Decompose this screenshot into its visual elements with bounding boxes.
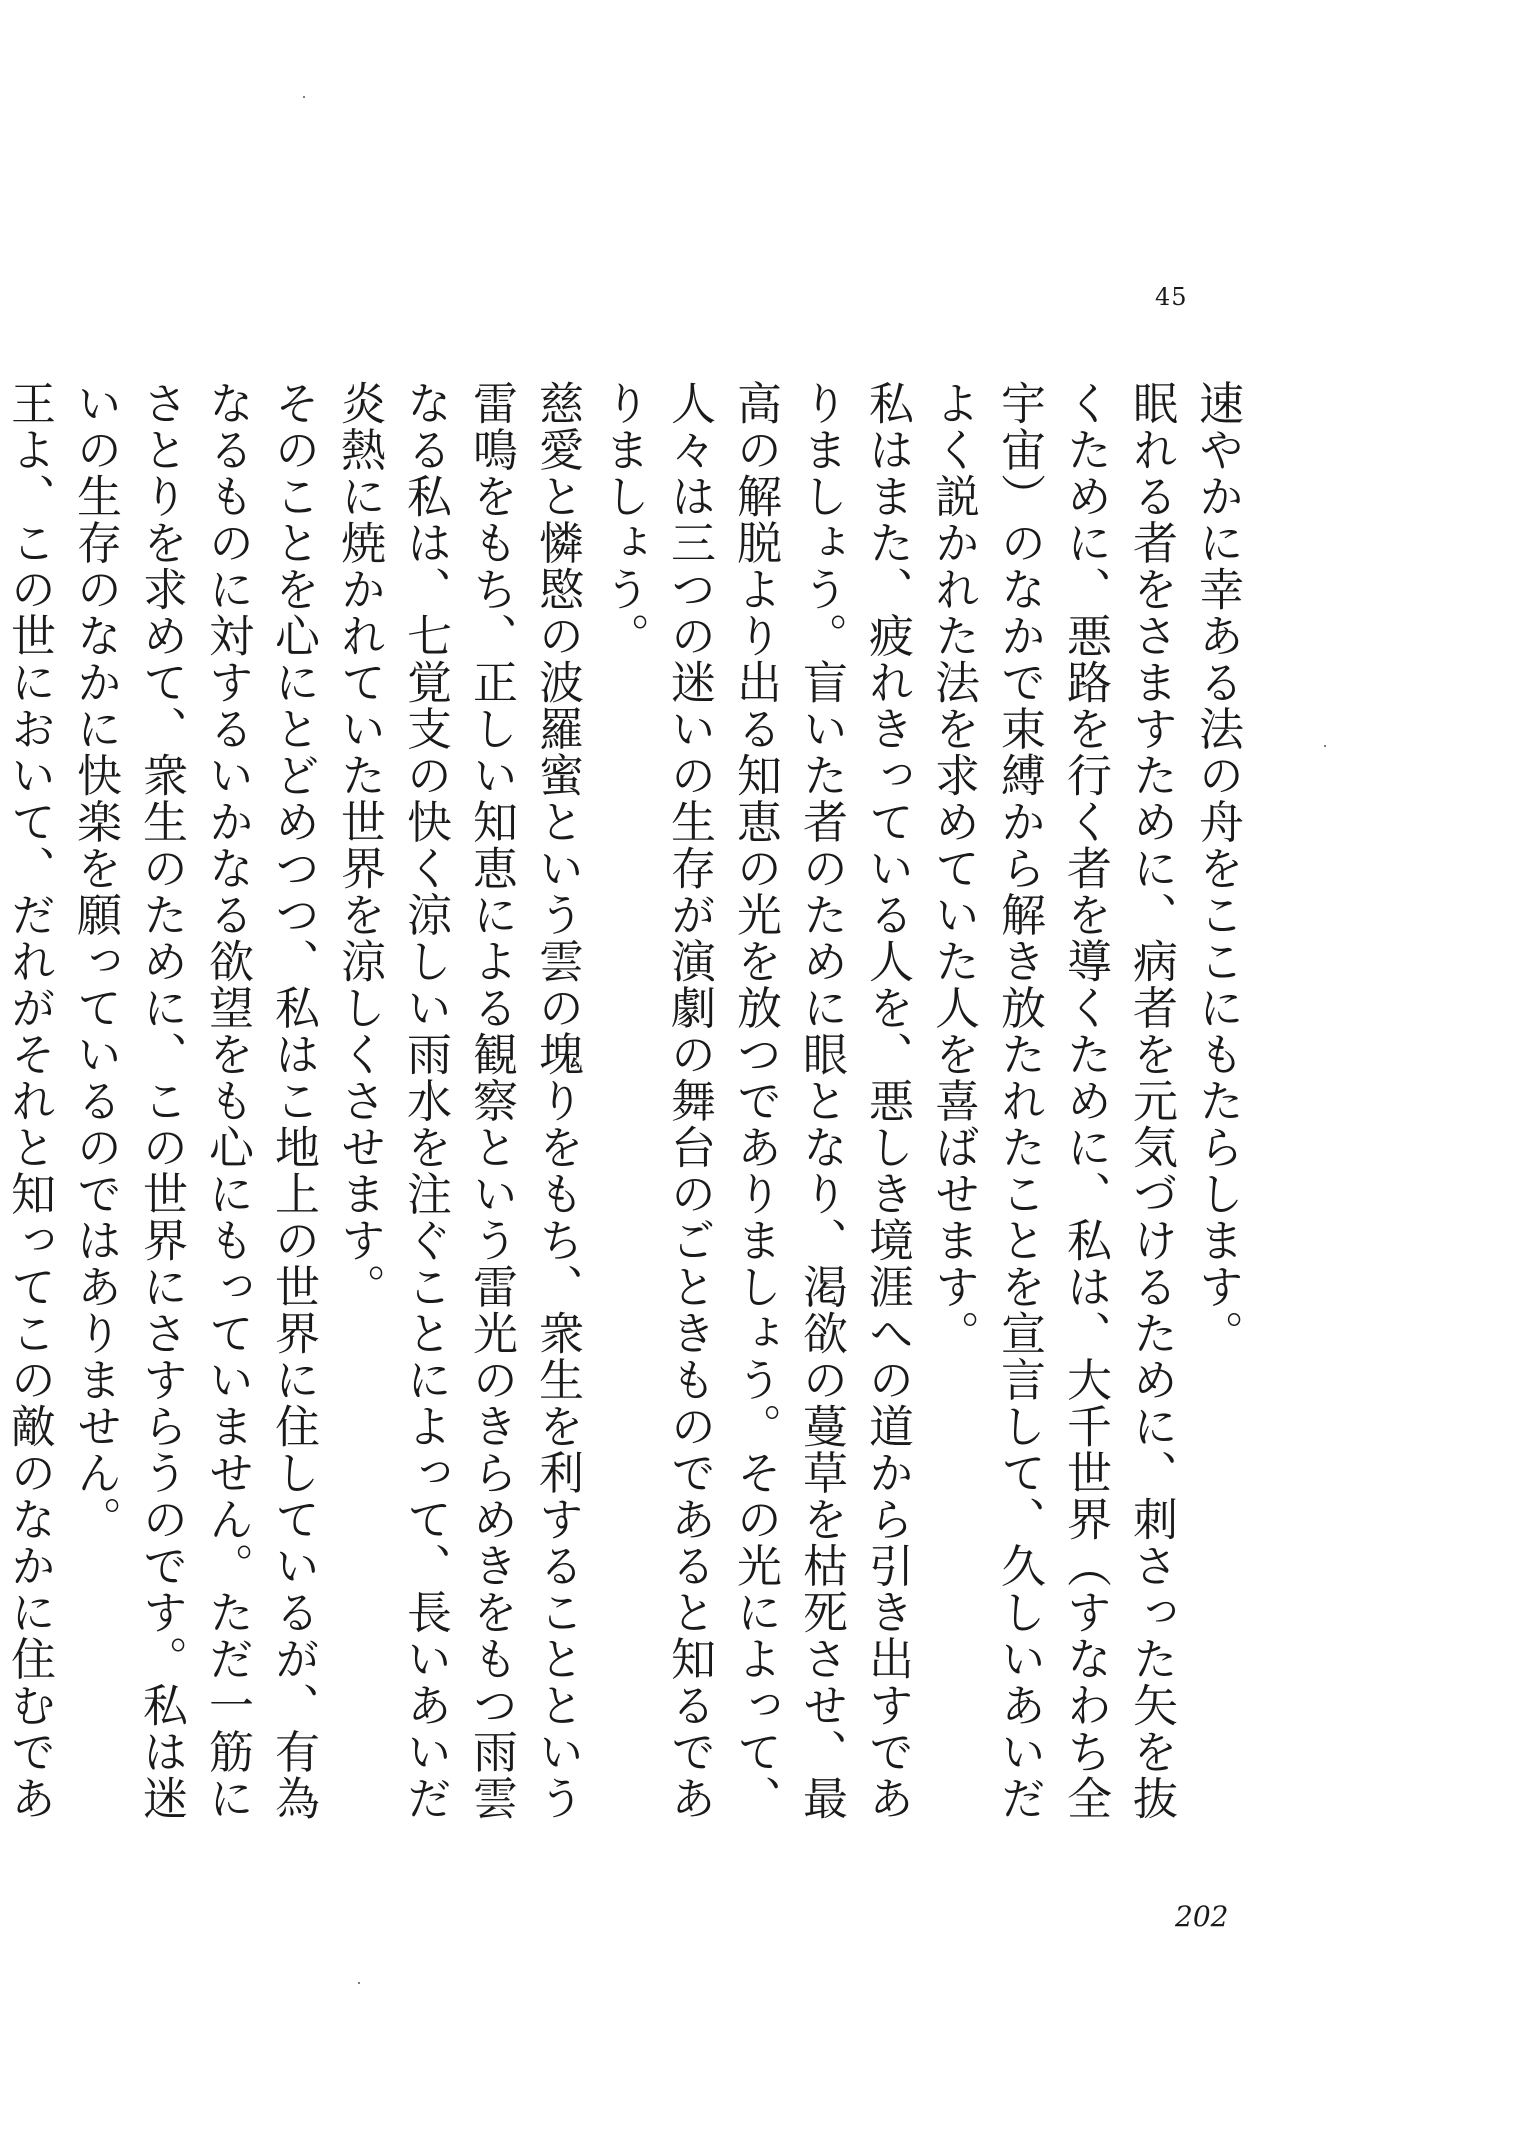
paragraph-5: そのことを心にとどめつつ、私はこ地上の世界に住しているが、有為なるものに対するいかなる欲望をも心にもっていません。ただ一筋にさとりを求めて、衆生のために、この世界にさすらうのです。私は迷いの生存のなかに快楽を願っているのではありません。	[69, 380, 320, 1822]
page-number-bottom: 202	[1175, 1900, 1229, 1933]
body-text	[3, 380, 1250, 1860]
page-number-top: 45	[1155, 283, 1188, 311]
scan-speck	[1324, 745, 1326, 747]
paragraph-1: 速やかに幸ある法の舟をここにもたらします。	[1191, 380, 1244, 1357]
paragraph-4: 慈愛と憐愍の波羅蜜という雲の塊りをもち、衆生を利することという雷鳴をもち、正しい知恵による観察という雷光のきらめきをもつ雨雲なる私は、七覚支の快く涼しい雨水を注ぐことによって、長いあいだ炎熱に焼かれていた世界を涼しくさせます。	[333, 380, 584, 1822]
scan-speck	[303, 96, 305, 98]
scan-speck	[358, 1982, 360, 1984]
paragraph-6: 王よ、この世において、だれがそれと知ってこの敵のなかに住むであ	[3, 380, 56, 1822]
paragraph-3: 私はまた、疲れきっている人を、悪しき境涯への道から引き出すでありましょう。盲いた者のために眼となり、渇欲の蔓草を枯死させ、最高の解脱より出る知恵の光を放つでありましょう。その光によって、人々は三つの迷いの生存が演劇の舞台のごときものであると知るでありましょう。	[597, 380, 914, 1822]
paragraph-2: 眠れる者をさますために、病者を元気づけるために、刺さった矢を抜くために、悪路を行く者を導くために、私は、大千世界（すなわち全宇宙）のなかで束縛から解き放たれたことを宣言して、久しいあいだよく説かれた法を求めていた人を喜ばせます。	[927, 380, 1178, 1822]
